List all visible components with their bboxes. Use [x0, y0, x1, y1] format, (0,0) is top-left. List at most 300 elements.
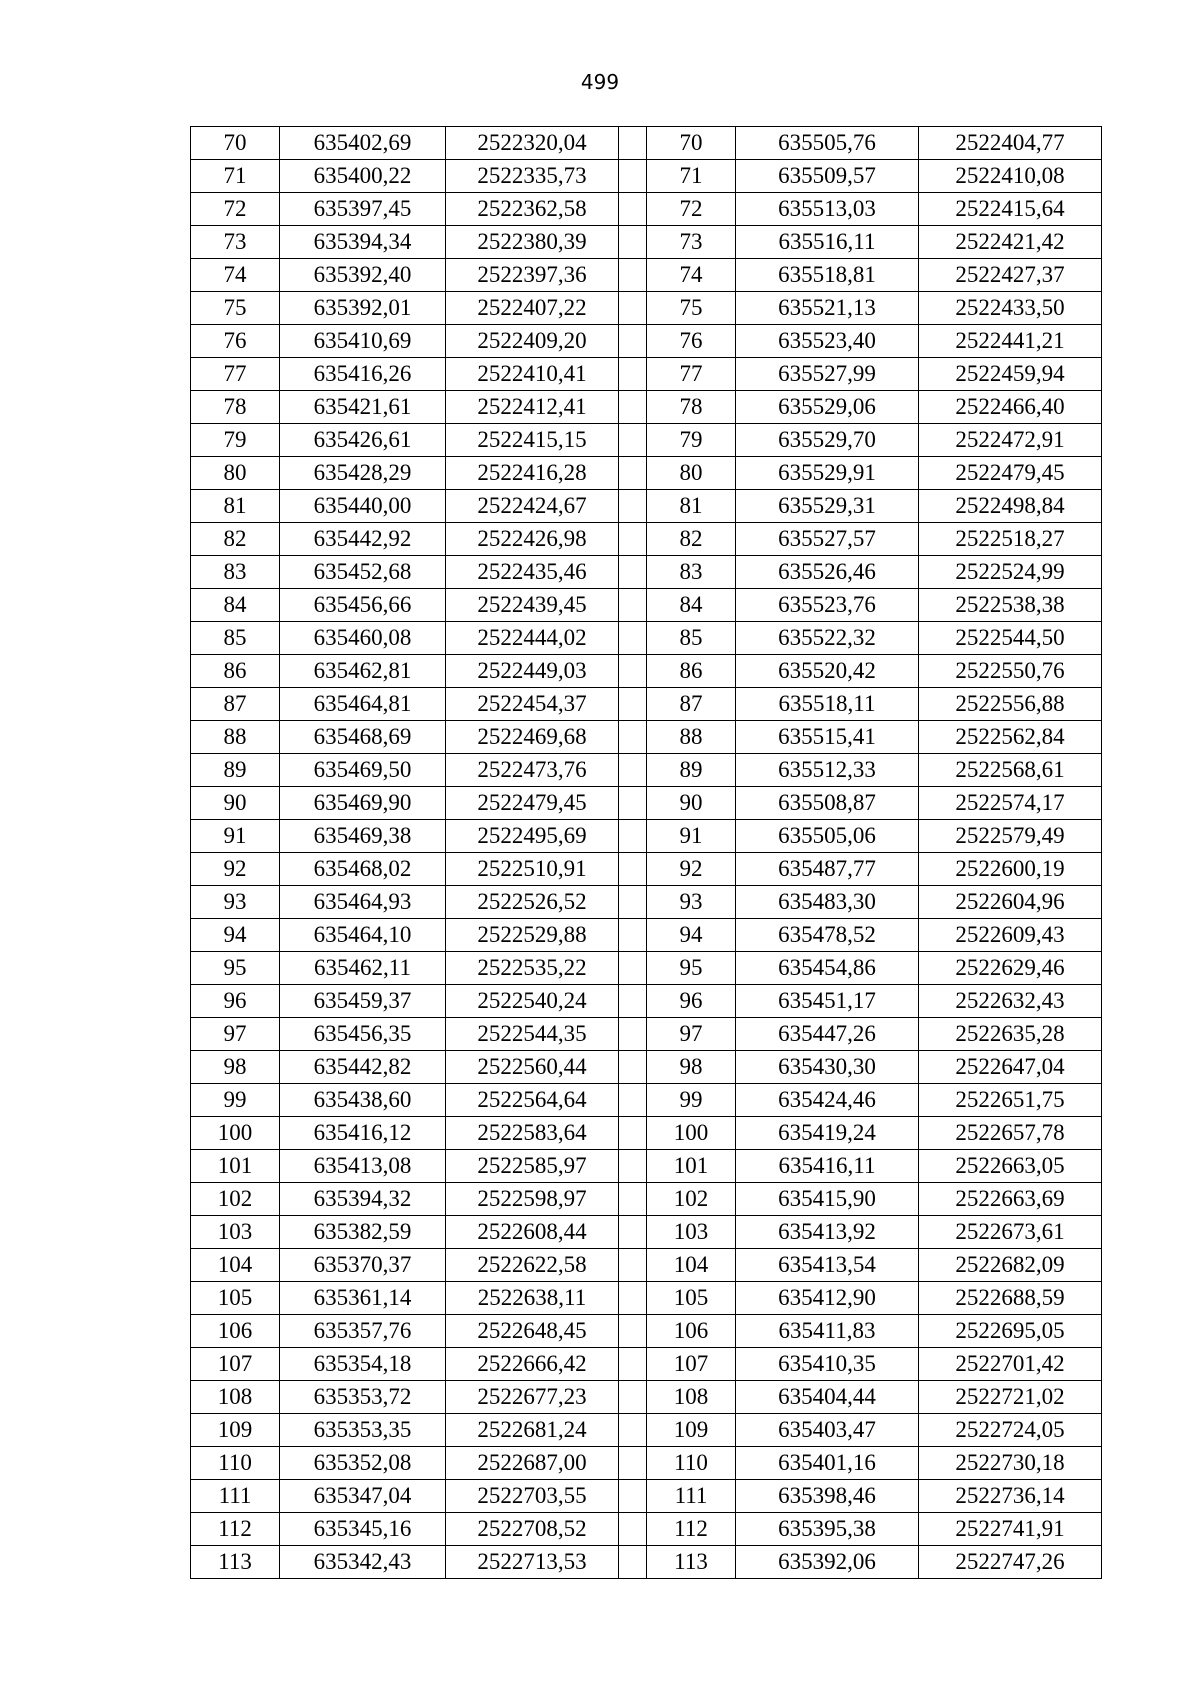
right-point-number-cell: 111	[647, 1480, 736, 1513]
right-y-coordinate-cell: 2522441,21	[919, 325, 1102, 358]
table-row	[191, 160, 1102, 193]
separator-cell	[619, 1150, 647, 1183]
right-y-coordinate-cell: 2522682,09	[919, 1249, 1102, 1282]
right-y-coordinate-cell: 2522747,26	[919, 1546, 1102, 1579]
left-point-number-cell: 71	[191, 160, 280, 193]
right-x-coordinate-cell: 635419,24	[736, 1117, 919, 1150]
table-row	[191, 391, 1102, 424]
right-y-coordinate-cell: 2522632,43	[919, 985, 1102, 1018]
table-row	[191, 1084, 1102, 1117]
left-x-coordinate-cell: 635469,38	[280, 820, 446, 853]
left-x-coordinate-cell: 635413,08	[280, 1150, 446, 1183]
right-x-coordinate-cell: 635411,83	[736, 1315, 919, 1348]
left-y-coordinate-cell: 2522708,52	[446, 1513, 619, 1546]
separator-cell	[619, 622, 647, 655]
left-point-number-cell: 105	[191, 1282, 280, 1315]
right-x-coordinate-cell: 635515,41	[736, 721, 919, 754]
left-point-number-cell: 94	[191, 919, 280, 952]
left-x-coordinate-cell: 635353,72	[280, 1381, 446, 1414]
left-point-number-cell: 84	[191, 589, 280, 622]
left-y-coordinate-cell: 2522564,64	[446, 1084, 619, 1117]
right-x-coordinate-cell: 635509,57	[736, 160, 919, 193]
right-y-coordinate-cell: 2522673,61	[919, 1216, 1102, 1249]
left-y-coordinate-cell: 2522703,55	[446, 1480, 619, 1513]
left-point-number-cell: 78	[191, 391, 280, 424]
right-y-coordinate-cell: 2522663,05	[919, 1150, 1102, 1183]
table-row	[191, 556, 1102, 589]
right-point-number-cell: 95	[647, 952, 736, 985]
right-y-coordinate-cell: 2522721,02	[919, 1381, 1102, 1414]
right-y-coordinate-cell: 2522730,18	[919, 1447, 1102, 1480]
left-y-coordinate-cell: 2522677,23	[446, 1381, 619, 1414]
right-x-coordinate-cell: 635518,81	[736, 259, 919, 292]
right-point-number-cell: 97	[647, 1018, 736, 1051]
right-point-number-cell: 112	[647, 1513, 736, 1546]
right-x-coordinate-cell: 635416,11	[736, 1150, 919, 1183]
left-y-coordinate-cell: 2522585,97	[446, 1150, 619, 1183]
left-x-coordinate-cell: 635345,16	[280, 1513, 446, 1546]
left-point-number-cell: 107	[191, 1348, 280, 1381]
left-y-coordinate-cell: 2522648,45	[446, 1315, 619, 1348]
right-point-number-cell: 100	[647, 1117, 736, 1150]
table-row	[191, 688, 1102, 721]
right-y-coordinate-cell: 2522695,05	[919, 1315, 1102, 1348]
separator-cell	[619, 325, 647, 358]
left-x-coordinate-cell: 635357,76	[280, 1315, 446, 1348]
separator-cell	[619, 490, 647, 523]
right-y-coordinate-cell: 2522524,99	[919, 556, 1102, 589]
separator-cell	[619, 721, 647, 754]
separator-cell	[619, 259, 647, 292]
left-x-coordinate-cell: 635353,35	[280, 1414, 446, 1447]
table-row	[191, 259, 1102, 292]
left-y-coordinate-cell: 2522380,39	[446, 226, 619, 259]
left-y-coordinate-cell: 2522598,97	[446, 1183, 619, 1216]
left-point-number-cell: 108	[191, 1381, 280, 1414]
separator-cell	[619, 193, 647, 226]
separator-cell	[619, 688, 647, 721]
right-point-number-cell: 92	[647, 853, 736, 886]
right-y-coordinate-cell: 2522688,59	[919, 1282, 1102, 1315]
right-x-coordinate-cell: 635451,17	[736, 985, 919, 1018]
right-point-number-cell: 71	[647, 160, 736, 193]
separator-cell	[619, 1348, 647, 1381]
separator-cell	[619, 853, 647, 886]
right-y-coordinate-cell: 2522479,45	[919, 457, 1102, 490]
right-y-coordinate-cell: 2522562,84	[919, 721, 1102, 754]
left-y-coordinate-cell: 2522362,58	[446, 193, 619, 226]
table-row	[191, 1381, 1102, 1414]
table-row	[191, 820, 1102, 853]
left-x-coordinate-cell: 635416,26	[280, 358, 446, 391]
left-point-number-cell: 73	[191, 226, 280, 259]
right-point-number-cell: 109	[647, 1414, 736, 1447]
left-x-coordinate-cell: 635456,66	[280, 589, 446, 622]
right-x-coordinate-cell: 635505,76	[736, 127, 919, 160]
table-row	[191, 424, 1102, 457]
table-row	[191, 1348, 1102, 1381]
left-point-number-cell: 102	[191, 1183, 280, 1216]
right-y-coordinate-cell: 2522556,88	[919, 688, 1102, 721]
left-point-number-cell: 97	[191, 1018, 280, 1051]
left-x-coordinate-cell: 635394,32	[280, 1183, 446, 1216]
right-point-number-cell: 83	[647, 556, 736, 589]
separator-cell	[619, 1183, 647, 1216]
right-x-coordinate-cell: 635424,46	[736, 1084, 919, 1117]
left-y-coordinate-cell: 2522713,53	[446, 1546, 619, 1579]
left-y-coordinate-cell: 2522320,04	[446, 127, 619, 160]
right-point-number-cell: 98	[647, 1051, 736, 1084]
separator-cell	[619, 1216, 647, 1249]
left-y-coordinate-cell: 2522444,02	[446, 622, 619, 655]
left-point-number-cell: 81	[191, 490, 280, 523]
table-row	[191, 1447, 1102, 1480]
separator-cell	[619, 787, 647, 820]
right-x-coordinate-cell: 635447,26	[736, 1018, 919, 1051]
left-point-number-cell: 100	[191, 1117, 280, 1150]
left-point-number-cell: 85	[191, 622, 280, 655]
left-x-coordinate-cell: 635392,40	[280, 259, 446, 292]
table-row	[191, 1216, 1102, 1249]
separator-cell	[619, 1117, 647, 1150]
left-x-coordinate-cell: 635468,02	[280, 853, 446, 886]
left-y-coordinate-cell: 2522608,44	[446, 1216, 619, 1249]
left-x-coordinate-cell: 635397,45	[280, 193, 446, 226]
right-point-number-cell: 77	[647, 358, 736, 391]
table-row	[191, 985, 1102, 1018]
left-y-coordinate-cell: 2522622,58	[446, 1249, 619, 1282]
separator-cell	[619, 127, 647, 160]
right-x-coordinate-cell: 635483,30	[736, 886, 919, 919]
separator-cell	[619, 754, 647, 787]
coordinates-table-body	[191, 127, 1102, 1579]
left-y-coordinate-cell: 2522526,52	[446, 886, 619, 919]
left-y-coordinate-cell: 2522583,64	[446, 1117, 619, 1150]
left-x-coordinate-cell: 635400,22	[280, 160, 446, 193]
table-row	[191, 589, 1102, 622]
table-row	[191, 325, 1102, 358]
right-point-number-cell: 104	[647, 1249, 736, 1282]
left-x-coordinate-cell: 635410,69	[280, 325, 446, 358]
right-x-coordinate-cell: 635508,87	[736, 787, 919, 820]
left-point-number-cell: 86	[191, 655, 280, 688]
separator-cell	[619, 1084, 647, 1117]
right-y-coordinate-cell: 2522663,69	[919, 1183, 1102, 1216]
right-y-coordinate-cell: 2522609,43	[919, 919, 1102, 952]
table-row	[191, 292, 1102, 325]
left-point-number-cell: 77	[191, 358, 280, 391]
left-point-number-cell: 80	[191, 457, 280, 490]
left-point-number-cell: 99	[191, 1084, 280, 1117]
left-y-coordinate-cell: 2522416,28	[446, 457, 619, 490]
separator-cell	[619, 1546, 647, 1579]
right-y-coordinate-cell: 2522579,49	[919, 820, 1102, 853]
left-y-coordinate-cell: 2522529,88	[446, 919, 619, 952]
left-y-coordinate-cell: 2522510,91	[446, 853, 619, 886]
right-point-number-cell: 103	[647, 1216, 736, 1249]
right-point-number-cell: 87	[647, 688, 736, 721]
right-y-coordinate-cell: 2522724,05	[919, 1414, 1102, 1447]
separator-cell	[619, 1381, 647, 1414]
left-y-coordinate-cell: 2522687,00	[446, 1447, 619, 1480]
separator-cell	[619, 226, 647, 259]
separator-cell	[619, 820, 647, 853]
left-x-coordinate-cell: 635352,08	[280, 1447, 446, 1480]
left-point-number-cell: 72	[191, 193, 280, 226]
left-x-coordinate-cell: 635421,61	[280, 391, 446, 424]
right-x-coordinate-cell: 635512,33	[736, 754, 919, 787]
separator-cell	[619, 655, 647, 688]
right-point-number-cell: 72	[647, 193, 736, 226]
right-y-coordinate-cell: 2522600,19	[919, 853, 1102, 886]
right-y-coordinate-cell: 2522415,64	[919, 193, 1102, 226]
right-y-coordinate-cell: 2522568,61	[919, 754, 1102, 787]
table-row	[191, 1282, 1102, 1315]
left-x-coordinate-cell: 635416,12	[280, 1117, 446, 1150]
right-y-coordinate-cell: 2522459,94	[919, 358, 1102, 391]
left-y-coordinate-cell: 2522666,42	[446, 1348, 619, 1381]
right-y-coordinate-cell: 2522433,50	[919, 292, 1102, 325]
right-y-coordinate-cell: 2522736,14	[919, 1480, 1102, 1513]
right-point-number-cell: 81	[647, 490, 736, 523]
right-x-coordinate-cell: 635518,11	[736, 688, 919, 721]
table-row	[191, 1513, 1102, 1546]
left-point-number-cell: 96	[191, 985, 280, 1018]
right-point-number-cell: 108	[647, 1381, 736, 1414]
right-y-coordinate-cell: 2522604,96	[919, 886, 1102, 919]
left-y-coordinate-cell: 2522560,44	[446, 1051, 619, 1084]
left-y-coordinate-cell: 2522335,73	[446, 160, 619, 193]
right-x-coordinate-cell: 635527,99	[736, 358, 919, 391]
right-point-number-cell: 79	[647, 424, 736, 457]
right-y-coordinate-cell: 2522498,84	[919, 490, 1102, 523]
right-x-coordinate-cell: 635415,90	[736, 1183, 919, 1216]
separator-cell	[619, 1051, 647, 1084]
table-row	[191, 1117, 1102, 1150]
left-x-coordinate-cell: 635426,61	[280, 424, 446, 457]
table-row	[191, 490, 1102, 523]
right-point-number-cell: 70	[647, 127, 736, 160]
right-x-coordinate-cell: 635527,57	[736, 523, 919, 556]
separator-cell	[619, 1447, 647, 1480]
right-y-coordinate-cell: 2522574,17	[919, 787, 1102, 820]
right-point-number-cell: 89	[647, 754, 736, 787]
left-y-coordinate-cell: 2522397,36	[446, 259, 619, 292]
right-point-number-cell: 99	[647, 1084, 736, 1117]
right-y-coordinate-cell: 2522472,91	[919, 424, 1102, 457]
table-row	[191, 358, 1102, 391]
left-x-coordinate-cell: 635452,68	[280, 556, 446, 589]
right-x-coordinate-cell: 635526,46	[736, 556, 919, 589]
right-point-number-cell: 78	[647, 391, 736, 424]
left-x-coordinate-cell: 635402,69	[280, 127, 446, 160]
right-y-coordinate-cell: 2522635,28	[919, 1018, 1102, 1051]
right-point-number-cell: 90	[647, 787, 736, 820]
right-point-number-cell: 76	[647, 325, 736, 358]
right-point-number-cell: 84	[647, 589, 736, 622]
right-x-coordinate-cell: 635398,46	[736, 1480, 919, 1513]
separator-cell	[619, 457, 647, 490]
right-point-number-cell: 110	[647, 1447, 736, 1480]
left-y-coordinate-cell: 2522409,20	[446, 325, 619, 358]
left-y-coordinate-cell: 2522495,69	[446, 820, 619, 853]
right-x-coordinate-cell: 635413,54	[736, 1249, 919, 1282]
table-row	[191, 1546, 1102, 1579]
left-y-coordinate-cell: 2522415,15	[446, 424, 619, 457]
left-y-coordinate-cell: 2522469,68	[446, 721, 619, 754]
right-x-coordinate-cell: 635403,47	[736, 1414, 919, 1447]
page-number: 499	[580, 70, 620, 94]
separator-cell	[619, 523, 647, 556]
left-y-coordinate-cell: 2522410,41	[446, 358, 619, 391]
left-y-coordinate-cell: 2522638,11	[446, 1282, 619, 1315]
separator-cell	[619, 160, 647, 193]
left-point-number-cell: 111	[191, 1480, 280, 1513]
right-x-coordinate-cell: 635521,13	[736, 292, 919, 325]
left-x-coordinate-cell: 635456,35	[280, 1018, 446, 1051]
separator-cell	[619, 1414, 647, 1447]
right-x-coordinate-cell: 635478,52	[736, 919, 919, 952]
table-row	[191, 127, 1102, 160]
right-point-number-cell: 106	[647, 1315, 736, 1348]
left-x-coordinate-cell: 635464,10	[280, 919, 446, 952]
table-row	[191, 1183, 1102, 1216]
left-point-number-cell: 91	[191, 820, 280, 853]
left-x-coordinate-cell: 635382,59	[280, 1216, 446, 1249]
separator-cell	[619, 919, 647, 952]
left-point-number-cell: 104	[191, 1249, 280, 1282]
left-point-number-cell: 106	[191, 1315, 280, 1348]
right-x-coordinate-cell: 635529,06	[736, 391, 919, 424]
left-point-number-cell: 103	[191, 1216, 280, 1249]
left-y-coordinate-cell: 2522454,37	[446, 688, 619, 721]
left-y-coordinate-cell: 2522435,46	[446, 556, 619, 589]
right-point-number-cell: 74	[647, 259, 736, 292]
separator-cell	[619, 1282, 647, 1315]
table-row	[191, 622, 1102, 655]
right-x-coordinate-cell: 635392,06	[736, 1546, 919, 1579]
right-x-coordinate-cell: 635404,44	[736, 1381, 919, 1414]
table-row	[191, 787, 1102, 820]
right-y-coordinate-cell: 2522629,46	[919, 952, 1102, 985]
separator-cell	[619, 985, 647, 1018]
left-point-number-cell: 83	[191, 556, 280, 589]
right-y-coordinate-cell: 2522421,42	[919, 226, 1102, 259]
right-point-number-cell: 86	[647, 655, 736, 688]
left-point-number-cell: 70	[191, 127, 280, 160]
left-point-number-cell: 82	[191, 523, 280, 556]
right-x-coordinate-cell: 635395,38	[736, 1513, 919, 1546]
right-x-coordinate-cell: 635513,03	[736, 193, 919, 226]
left-point-number-cell: 112	[191, 1513, 280, 1546]
left-y-coordinate-cell: 2522449,03	[446, 655, 619, 688]
right-point-number-cell: 91	[647, 820, 736, 853]
right-point-number-cell: 96	[647, 985, 736, 1018]
table-row	[191, 952, 1102, 985]
table-row	[191, 1315, 1102, 1348]
left-y-coordinate-cell: 2522479,45	[446, 787, 619, 820]
left-x-coordinate-cell: 635354,18	[280, 1348, 446, 1381]
right-point-number-cell: 113	[647, 1546, 736, 1579]
separator-cell	[619, 952, 647, 985]
left-x-coordinate-cell: 635342,43	[280, 1546, 446, 1579]
left-point-number-cell: 88	[191, 721, 280, 754]
left-point-number-cell: 87	[191, 688, 280, 721]
left-point-number-cell: 92	[191, 853, 280, 886]
left-y-coordinate-cell: 2522535,22	[446, 952, 619, 985]
right-point-number-cell: 75	[647, 292, 736, 325]
right-x-coordinate-cell: 635520,42	[736, 655, 919, 688]
left-point-number-cell: 79	[191, 424, 280, 457]
left-y-coordinate-cell: 2522426,98	[446, 523, 619, 556]
separator-cell	[619, 292, 647, 325]
table-row	[191, 655, 1102, 688]
right-y-coordinate-cell: 2522538,38	[919, 589, 1102, 622]
left-x-coordinate-cell: 635442,82	[280, 1051, 446, 1084]
left-y-coordinate-cell: 2522407,22	[446, 292, 619, 325]
table-row	[191, 226, 1102, 259]
left-y-coordinate-cell: 2522544,35	[446, 1018, 619, 1051]
left-x-coordinate-cell: 635462,81	[280, 655, 446, 688]
table-row	[191, 853, 1102, 886]
left-y-coordinate-cell: 2522473,76	[446, 754, 619, 787]
separator-cell	[619, 1315, 647, 1348]
right-x-coordinate-cell: 635410,35	[736, 1348, 919, 1381]
coordinates-table	[190, 126, 1102, 1579]
table-row	[191, 886, 1102, 919]
separator-cell	[619, 556, 647, 589]
left-point-number-cell: 76	[191, 325, 280, 358]
left-x-coordinate-cell: 635459,37	[280, 985, 446, 1018]
left-x-coordinate-cell: 635462,11	[280, 952, 446, 985]
table-row	[191, 457, 1102, 490]
right-x-coordinate-cell: 635401,16	[736, 1447, 919, 1480]
right-x-coordinate-cell: 635487,77	[736, 853, 919, 886]
left-x-coordinate-cell: 635464,81	[280, 688, 446, 721]
right-point-number-cell: 101	[647, 1150, 736, 1183]
table-row	[191, 754, 1102, 787]
left-y-coordinate-cell: 2522540,24	[446, 985, 619, 1018]
right-x-coordinate-cell: 635413,92	[736, 1216, 919, 1249]
table-row	[191, 1414, 1102, 1447]
right-point-number-cell: 102	[647, 1183, 736, 1216]
right-x-coordinate-cell: 635412,90	[736, 1282, 919, 1315]
right-x-coordinate-cell: 635505,06	[736, 820, 919, 853]
right-y-coordinate-cell: 2522427,37	[919, 259, 1102, 292]
left-point-number-cell: 93	[191, 886, 280, 919]
right-point-number-cell: 107	[647, 1348, 736, 1381]
table-row	[191, 721, 1102, 754]
left-y-coordinate-cell: 2522412,41	[446, 391, 619, 424]
left-x-coordinate-cell: 635469,90	[280, 787, 446, 820]
separator-cell	[619, 1249, 647, 1282]
table-row	[191, 919, 1102, 952]
right-y-coordinate-cell: 2522647,04	[919, 1051, 1102, 1084]
separator-cell	[619, 358, 647, 391]
left-x-coordinate-cell: 635460,08	[280, 622, 446, 655]
left-point-number-cell: 75	[191, 292, 280, 325]
separator-cell	[619, 886, 647, 919]
left-point-number-cell: 101	[191, 1150, 280, 1183]
table-row	[191, 523, 1102, 556]
left-x-coordinate-cell: 635394,34	[280, 226, 446, 259]
right-point-number-cell: 82	[647, 523, 736, 556]
left-x-coordinate-cell: 635392,01	[280, 292, 446, 325]
right-y-coordinate-cell: 2522657,78	[919, 1117, 1102, 1150]
left-y-coordinate-cell: 2522681,24	[446, 1414, 619, 1447]
left-point-number-cell: 74	[191, 259, 280, 292]
right-point-number-cell: 73	[647, 226, 736, 259]
